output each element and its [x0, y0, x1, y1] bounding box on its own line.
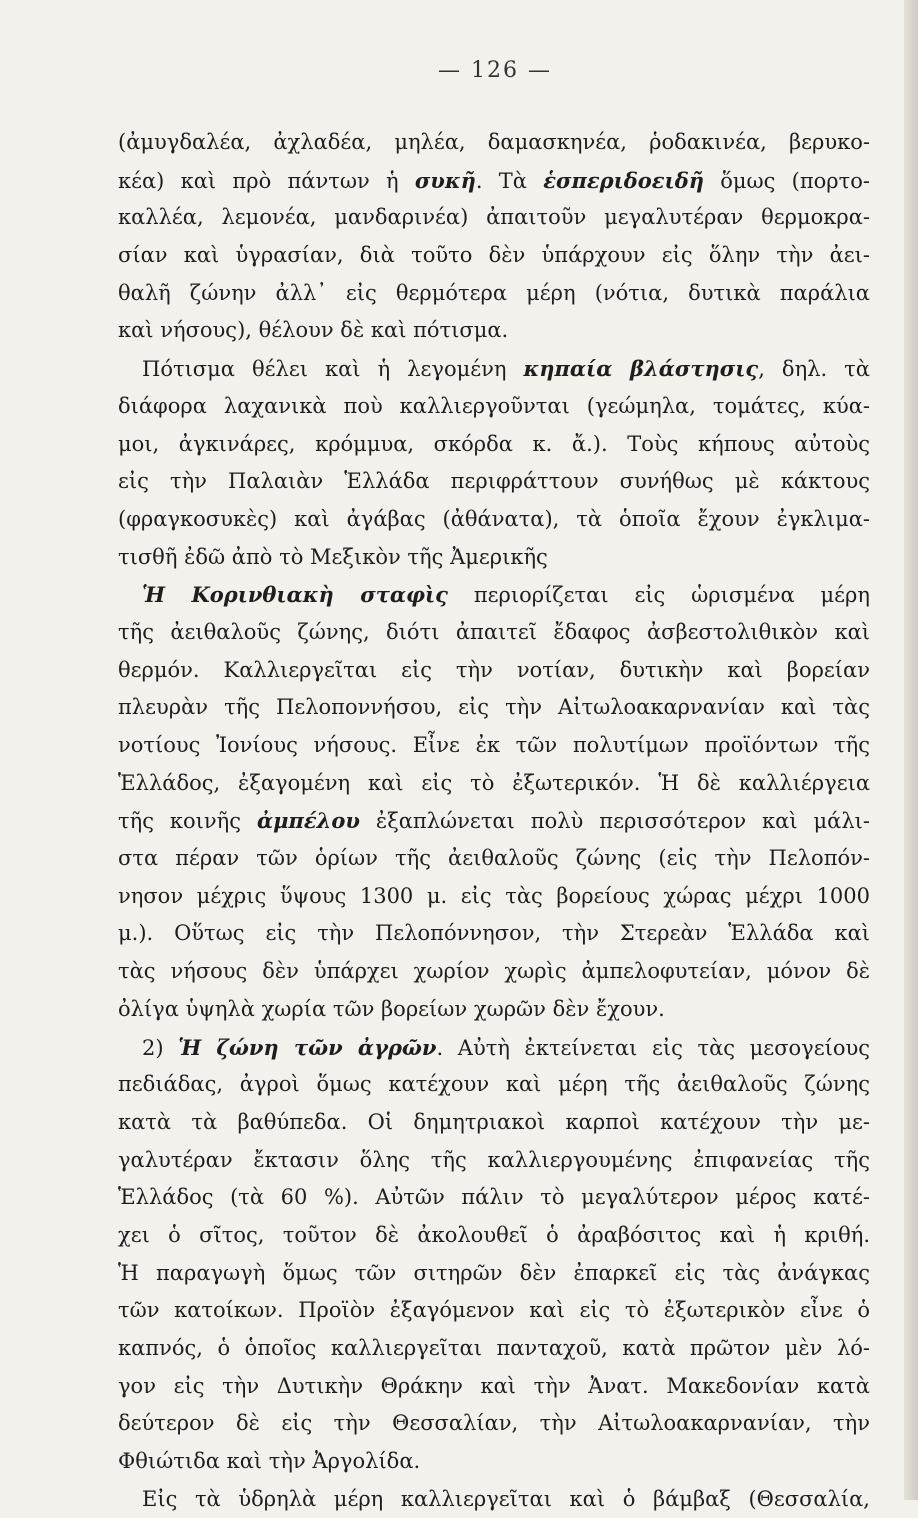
text-line [118, 1405, 870, 1443]
text-line [118, 312, 870, 350]
text-line [118, 1066, 870, 1104]
text-segment: τῶν κατοίκων. Προϊὸν ἐξαγόμενον καὶ εἰς τὸ ἐξωτερικὸν εἶνε ὁ [118, 1298, 870, 1323]
text-line [118, 1217, 870, 1255]
text-segment: τῆς κοινῆς [118, 809, 257, 834]
text-line [118, 727, 870, 765]
text-segment: Εἰς τὰ ὑδρηλὰ μέρη καλλιεργεῖται καὶ ὁ βάμβαξ (Θεσσαλία, [142, 1486, 870, 1511]
text-segment: νοτίους Ἰονίους νήσους. Εἶνε ἐκ τῶν πολυτίμων προϊόντων τῆς [118, 733, 870, 757]
text-line [118, 1142, 870, 1180]
text-segment: κατὰ τὰ βαθύπεδα. Οἱ δημητριακοὶ καρποὶ κατέχουν τὴν με- [118, 1109, 870, 1134]
text-segment: καλλέα, λεμονέα, μανδαρινέα) ἀπαιτοῦν μεγαλυτέραν θερμοκρα- [118, 205, 870, 230]
text-segment: (ἀμυγδαλέα, ἀχλαδέα, μηλέα, δαμασκηνέα, ῥοδακινέα, βερυκο- [118, 130, 870, 154]
emphasized-term: κηπαία βλάστησις [523, 356, 759, 382]
text-segment: . Τὰ [475, 168, 544, 193]
text-segment: εἰς τὴν Παλαιὰν Ἑλλάδα περιφράττουν συνήθως μὲ κάκτους [118, 469, 870, 494]
text-line [118, 1368, 870, 1406]
text-segment: θαλῆ ζώνην ἀλλ᾽ εἰς θερμότερα μέρη (νότια, δυτικὰ παράλια [118, 280, 870, 305]
text-segment: Ἑλλάδος, ἐξαγομένη καὶ εἰς τὸ ἐξωτερικόν. Ἡ δὲ καλλιέργεια [118, 770, 870, 795]
text-line [118, 539, 870, 577]
text-line [118, 991, 870, 1029]
text-line [118, 1330, 870, 1368]
text-line [118, 1481, 870, 1518]
text-line [118, 162, 870, 200]
text-segment: ὀλίγα ὑψηλὰ χωρία τῶν βορείων χωρῶν δὲν ἔχουν. [118, 996, 665, 1021]
text-segment: τὰς νήσους δὲν ὑπάρχει χωρίον χωρὶς ἀμπελοφυτείαν, μόνον δὲ [118, 959, 870, 984]
text-line [118, 765, 870, 803]
text-segment: τισθῆ ἐδῶ ἀπὸ τὸ Μεξικὸν τῆς Ἀμερικῆς [118, 544, 548, 569]
text-line [118, 840, 870, 878]
text-segment: μοι, ἀγκινάρες, κρόμμυα, σκόρδα κ. ἄ.). Τοὺς κήπους αὐτοὺς [118, 431, 870, 456]
text-segment: κέα) καὶ πρὸ πάντων ἡ [118, 168, 415, 193]
text-segment: στα πέραν τῶν ὁρίων τῆς ἀειθαλοῦς ζώνης (εἰς τὴν Πελοπόν- [118, 846, 870, 871]
text-segment: τῆς ἀειθαλοῦς ζώνης, διότι ἀπαιτεῖ ἔδαφος ἀσβεστολιθικὸν καὶ [118, 619, 870, 644]
text-line [118, 501, 870, 539]
emphasized-term: ἑσπεριδοειδῆ [543, 167, 704, 193]
text-line [118, 199, 870, 237]
text-segment: πλευρὰν τῆς Πελοποννήσου, εἰς τὴν Αἰτωλοακαρνανίαν καὶ τὰς [118, 695, 870, 720]
text-segment: σίαν καὶ ὑγρασίαν, διὰ τοῦτο δὲν ὑπάρχουν εἰς ὅλην τὴν ἀει- [118, 243, 870, 268]
text-line [118, 275, 870, 313]
text-segment: διάφορα λαχανικὰ ποὺ καλλιεργοῦνται (γεώμηλα, τομάτες, κύα- [118, 393, 870, 418]
text-segment: Ἡ παραγωγὴ ὅμως τῶν σιτηρῶν δὲν ἐπαρκεῖ εἰς τὰς ἀνάγκας [118, 1260, 870, 1285]
text-segment: 2) [142, 1035, 179, 1060]
text-line [118, 1179, 870, 1217]
text-line [118, 1443, 870, 1481]
text-segment: (φραγκοσυκὲς) καὶ ἀγάβας (ἀθάνατα), τὰ ὁποῖα ἔχουν ἐγκλιμα- [118, 506, 870, 531]
text-segment: Φθιώτιδα καὶ τὴν Ἀργολίδα. [118, 1449, 421, 1474]
page-number: — 126 — [438, 58, 552, 83]
text-segment: , δηλ. τὰ [758, 357, 870, 382]
text-line [118, 124, 870, 162]
page-edge [904, 0, 918, 1500]
text-segment: Ἑλλάδος (τὰ 60 %). Αὐτῶν πάλιν τὸ μεγαλύτερον μέρος κατέ- [118, 1185, 870, 1210]
text-line [118, 576, 870, 614]
text-line [118, 802, 870, 840]
text-segment: Πότισμα θέλει καὶ ἡ λεγομένη [142, 357, 524, 382]
text-segment: μ.). Οὕτως εἰς τὴν Πελοπόννησον, τὴν Στερεὰν Ἑλλάδα καὶ [118, 921, 870, 946]
text-segment: δεύτερον δὲ εἰς τὴν Θεσσαλίαν, τὴν Αἰτωλοακαρνανίαν, τὴν [118, 1411, 870, 1436]
text-line [118, 878, 870, 916]
text-segment: ἐξαπλώνεται πολὺ περισσότερον καὶ μάλι- [359, 809, 870, 834]
text-segment: χει ὁ σῖτος, τοῦτον δὲ ἀκολουθεῖ ὁ ἀραβόσιτος καὶ ἡ κριθή. [118, 1222, 870, 1247]
text-line [118, 1104, 870, 1142]
text-segment: καπνός, ὁ ὁποῖος καλλιεργεῖται πανταχοῦ, κατὰ πρῶτον μὲν λό- [118, 1336, 870, 1360]
text-line [118, 1292, 870, 1330]
text-segment: περιορίζεται εἰς ὡρισμένα μέρη [447, 583, 870, 608]
text-segment: θερμόν. Καλλιεργεῖται εἰς τὴν νοτίαν, δυτικὴν καὶ βορείαν [118, 657, 870, 682]
text-line [118, 1255, 870, 1293]
emphasized-term: Ἡ ζώνη τῶν ἀγρῶν [178, 1034, 437, 1060]
text-line [118, 237, 870, 275]
text-line [118, 614, 870, 652]
emphasized-term: συκῆ [414, 167, 476, 193]
emphasized-term: Ἡ Κορινθιακὴ σταφὶς [142, 582, 448, 608]
text-line [118, 463, 870, 501]
text-segment: γαλυτέραν ἔκτασιν ὅλης τῆς καλλιεργουμένης ἐπιφανείας τῆς [118, 1147, 870, 1172]
text-segment: γον εἰς τὴν Δυτικὴν Θράκην καὶ τὴν Ἀνατ. Μακεδονίαν κατὰ [118, 1373, 870, 1398]
text-line [118, 953, 870, 991]
text-segment: πεδιάδας, ἀγροὶ ὅμως κατέχουν καὶ μέρη τῆς ἀειθαλοῦς ζώνης [118, 1072, 870, 1097]
text-line [118, 388, 870, 426]
text-line [118, 426, 870, 464]
emphasized-term: ἀμπέλου [256, 808, 360, 834]
text-segment: νησον μέχρις ὕψους 1300 μ. εἰς τὰς βορείους χώρας μέχρι 1000 [118, 883, 870, 908]
text-line [118, 689, 870, 727]
text-segment: . Αὐτὴ ἐκτείνεται εἰς τὰς μεσογείους [436, 1035, 870, 1060]
text-line [118, 652, 870, 690]
text-line [118, 915, 870, 953]
text-segment: ὅμως (πορτο- [703, 168, 870, 193]
text-line [118, 1029, 870, 1067]
body-text [118, 124, 870, 1518]
text-segment: καὶ νήσους), θέλουν δὲ καὶ πότισμα. [118, 318, 509, 343]
text-line [118, 350, 870, 388]
